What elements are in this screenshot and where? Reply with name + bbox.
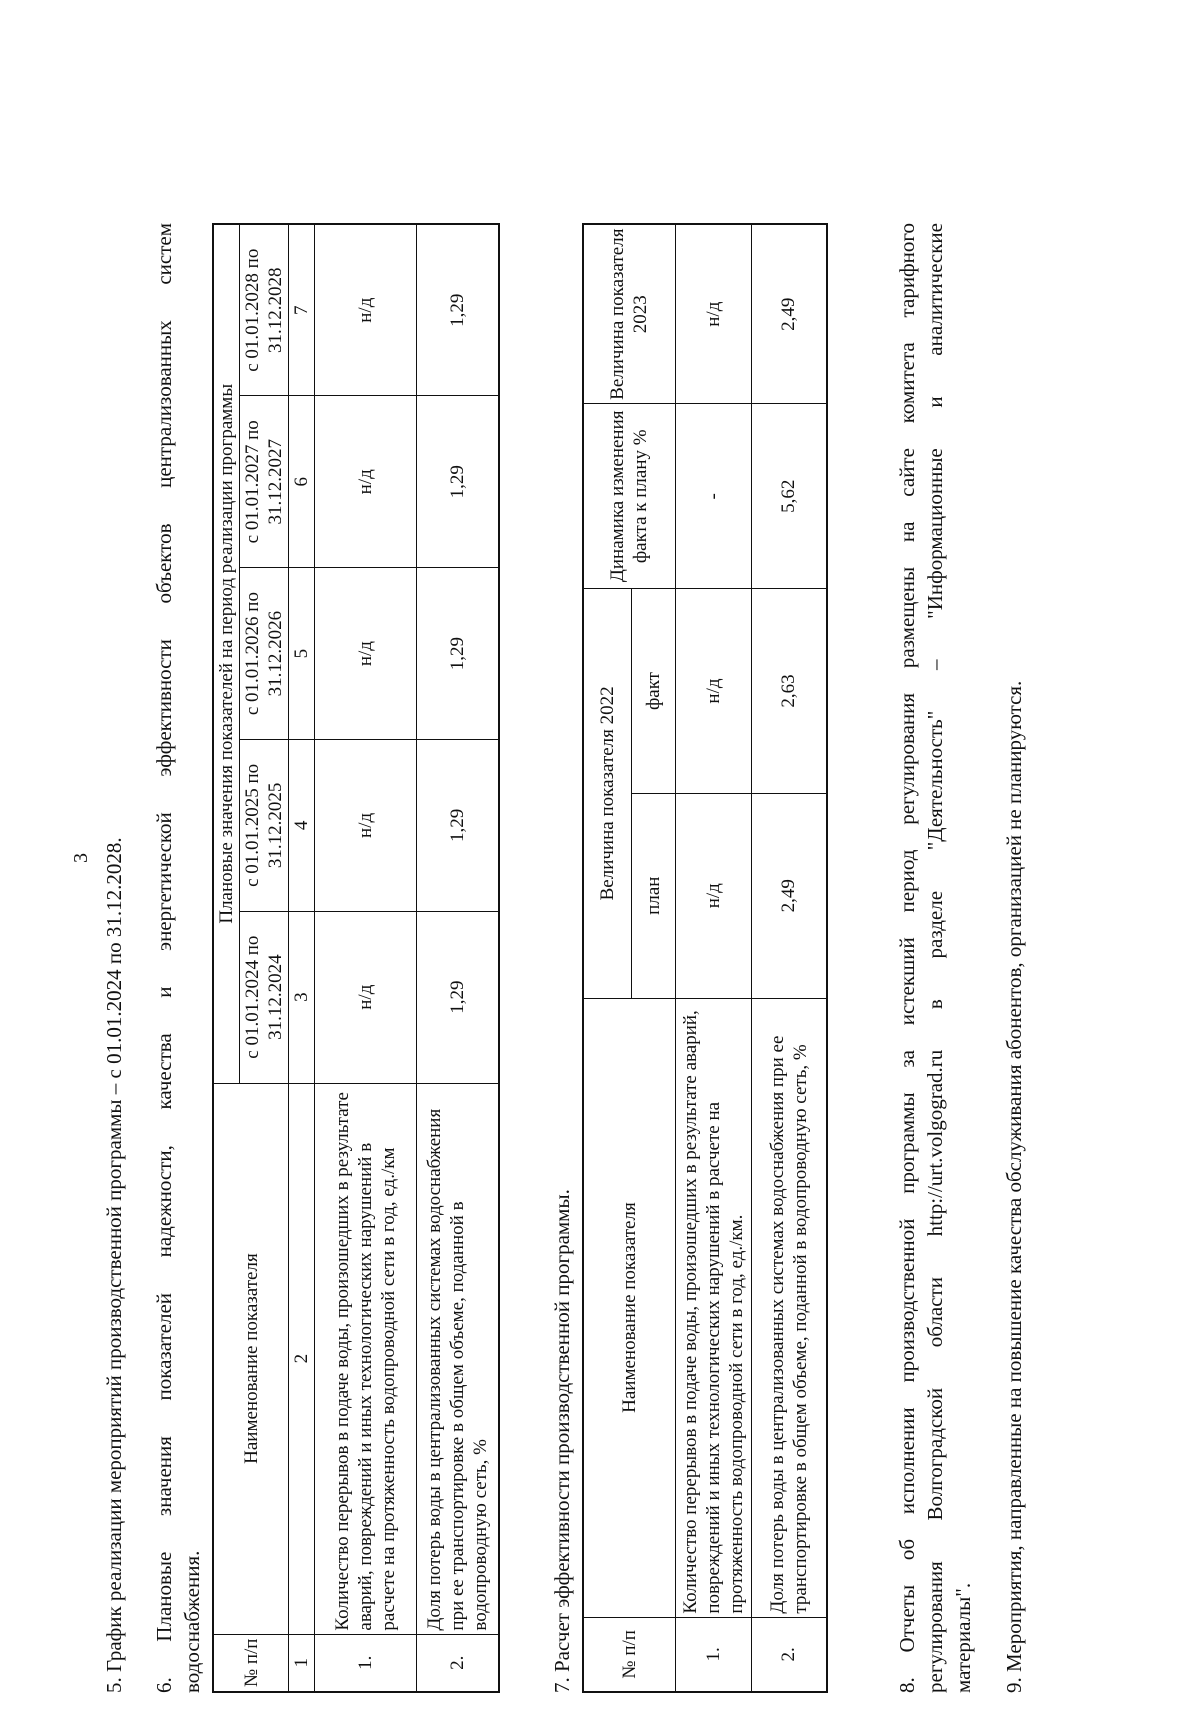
section-9-heading: 9. Мероприятия, направленные на повышение качества обслуживания абонентов, организацией не планируются.	[1002, 680, 1026, 1693]
row-num: 2.	[417, 1634, 499, 1692]
header-period: с 01.01.2027 по 31.12.2027	[240, 396, 289, 568]
row-dynamics: 5,62	[751, 404, 827, 589]
section-6-heading-line2: водоснабжения.	[180, 1550, 204, 1693]
section-8-line1: 8. Отчеты об исполнении производственной программы за истекший период регулирования размещены на сайте комитета тарифного	[895, 223, 919, 1693]
header-plan: план	[631, 793, 675, 998]
table-row	[751, 224, 827, 1692]
column-number: 5	[289, 568, 315, 740]
header-dynamics: Динамика изменения факта к плану %	[583, 404, 675, 589]
row-value: н/д	[315, 224, 417, 396]
table-row	[675, 224, 751, 1692]
row-value: 1,29	[417, 739, 499, 911]
column-number: 7	[289, 224, 315, 396]
section-5-heading: 5. График реализации мероприятий производственной программы – с 01.01.2024 по 31.12.2028.	[102, 837, 126, 1693]
header-value-2023: Величина показателя 2023	[583, 224, 675, 404]
row-value: 1,29	[417, 224, 499, 396]
row-indicator-name: Количество перерывов в подаче воды, произошедших в результате аварий, повреждений и иных технологических нарушений в расчете на протяженность водопроводной сети в год, ед./км	[315, 1083, 417, 1634]
row-dynamics: -	[675, 404, 751, 589]
header-period: с 01.01.2024 по 31.12.2024	[240, 911, 289, 1083]
row-plan: н/д	[675, 793, 751, 998]
column-number: 3	[289, 911, 315, 1083]
header-indicator-name: Наименование показателя	[583, 998, 675, 1617]
efficiency-calculation-table	[582, 223, 828, 1693]
header-num: № п/п	[583, 1617, 675, 1692]
row-value: н/д	[315, 911, 417, 1083]
header-planned-values: Плановые значения показателей на период реализации программы	[213, 224, 240, 1083]
row-value-2023: н/д	[675, 224, 751, 404]
section-7-heading: 7. Расчет эффективности производственной программы.	[550, 1189, 574, 1693]
section-8-line3: материалы".	[951, 1582, 975, 1693]
header-period: с 01.01.2028 по 31.12.2028	[240, 224, 289, 396]
row-value: 1,29	[417, 396, 499, 568]
row-value: 1,29	[417, 568, 499, 740]
row-fact: н/д	[675, 589, 751, 794]
row-value: н/д	[315, 568, 417, 740]
column-number: 6	[289, 396, 315, 568]
header-period: с 01.01.2025 по 31.12.2025	[240, 739, 289, 911]
planned-indicators-table	[212, 223, 500, 1693]
row-value: н/д	[315, 739, 417, 911]
row-indicator-name: Доля потерь воды в централизованных системах водоснабжения при ее транспортировке в общем объеме, поданной в водопроводную сеть, %	[417, 1083, 499, 1634]
header-period: с 01.01.2026 по 31.12.2026	[240, 568, 289, 740]
row-value-2023: 2,49	[751, 224, 827, 404]
row-num: 1.	[315, 1634, 417, 1692]
table-row	[315, 224, 417, 1692]
row-plan: 2,49	[751, 793, 827, 998]
header-indicator-name: Наименование показателя	[213, 1083, 289, 1634]
row-fact: 2,63	[751, 589, 827, 794]
column-number: 2	[289, 1083, 315, 1634]
header-num: № п/п	[213, 1634, 289, 1692]
header-value-2022: Величина показателя 2022	[583, 589, 631, 998]
section-8-line2: регулирования Волгоградской области http://urt.volgograd.ru в разделе "Деятельность" – "Информационные и аналитические	[923, 223, 947, 1693]
page-number: 3	[70, 853, 92, 863]
row-num: 2.	[751, 1617, 827, 1692]
row-indicator-name: Доля потерь воды в централизованных системах водоснабжения при ее транспортировке в общем объеме, поданной в водопроводную сеть, %	[751, 998, 827, 1617]
row-indicator-name: Количество перерывов в подаче воды, произошедших в результате аварий, повреждений и иных технологических нарушений в расчете на протяженность водопроводной сети в год, ед./км.	[675, 998, 751, 1617]
section-6-heading-line1: 6. Плановые значения показателей надежности, качества и энергетической эффективности объектов централизованных систем	[152, 223, 176, 1693]
row-num: 1.	[675, 1617, 751, 1692]
header-fact: факт	[631, 589, 675, 794]
table-row	[417, 224, 499, 1692]
column-number: 4	[289, 739, 315, 911]
row-value: 1,29	[417, 911, 499, 1083]
column-number: 1	[289, 1634, 315, 1692]
row-value: н/д	[315, 396, 417, 568]
